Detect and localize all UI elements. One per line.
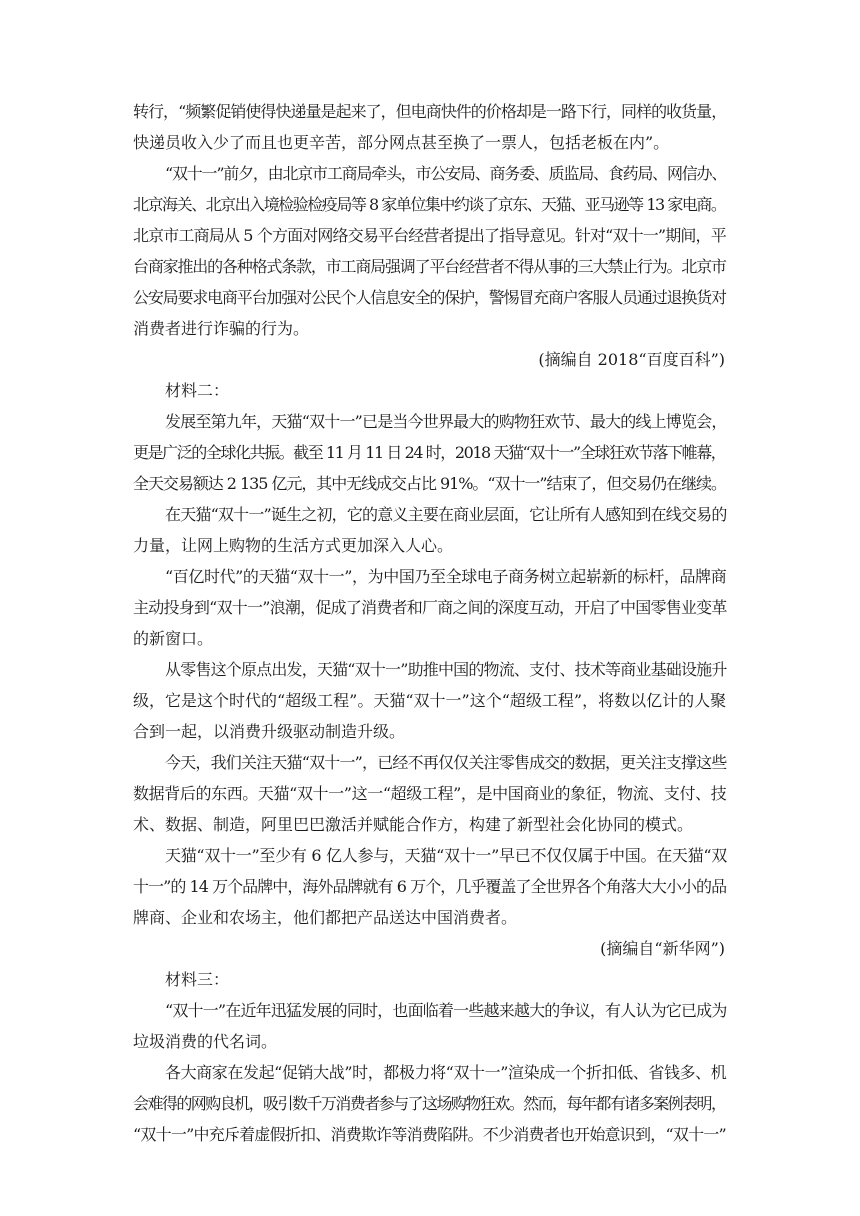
source-citation <box>133 933 727 964</box>
paragraph <box>133 747 727 840</box>
text-line: 消费者进行诈骗的行为。 <box>133 319 310 338</box>
section-heading <box>133 964 727 995</box>
source-text: (摘编自 2018“百度百科”) <box>538 350 725 369</box>
text-line: 发展至第九年，天猫“双十一”已是当今世界最大的购物狂欢节、最大的线上博览会， <box>165 412 727 431</box>
text-line: 术、数据、制造，阿里巴巴激活并赋能合作方，构建了新型社会化协同的模式。 <box>133 815 694 834</box>
text-line: 合到一起，以消费升级驱动制造升级。 <box>133 722 406 741</box>
text-line: 公安局要求电商平台加强对公民个人信息安全的保护，警惕冒充商户客服人员通过退换货对 <box>133 288 726 307</box>
text-line: “双十一”在近年迅猛发展的同时，也面临着一些越来越大的争议，有人认为它已成为 <box>165 1001 727 1020</box>
text-line: 在天猫“双十一”诞生之初，它的意义主要在商业层面，它让所有人感知到在线交易的 <box>165 505 727 524</box>
text-line: 数据背后的东西。天猫“双十一”这一“超级工程”，是中国商业的象征，物流、支付、技 <box>133 784 727 803</box>
text-line: 今天，我们关注天猫“双十一”，已经不再仅仅关注零售成交的数据，更关注支撑这些 <box>165 753 727 772</box>
text-line: 垃圾消费的代名词。 <box>133 1032 278 1051</box>
text-line: 从零售这个原点出发，天猫“双十一”助推中国的物流、支付、技术等商业基础设施升 <box>165 660 727 679</box>
paragraph <box>133 561 727 654</box>
section-heading <box>133 375 727 406</box>
text-line: 十一”的 14 万个品牌中，海外品牌就有 6 万个，几乎覆盖了全世界各个角落大大小小的品 <box>133 877 727 896</box>
paragraph <box>133 499 727 561</box>
paragraph <box>133 96 727 158</box>
text-line: “双十一”中充斥着虚假折扣、消费欺诈等消费陷阱。不少消费者也开始意识到，“双十一” <box>133 1125 726 1144</box>
text-line: 会难得的网购良机，吸引数千万消费者参与了这场购物狂欢。然而，每年都有诸多案例表明， <box>133 1094 726 1113</box>
paragraph <box>133 840 727 933</box>
source-text: (摘编自“新华网”) <box>600 939 725 958</box>
text-line: 转行，“频繁促销使得快递量是起来了，但电商快件的价格却是一路下行，同样的收货量， <box>133 102 727 121</box>
paragraph <box>133 158 727 344</box>
heading-text: 材料三： <box>165 970 230 989</box>
text-line: “百亿时代”的天猫“双十一”，为中国乃至全球电子商务树立起崭新的标杆，品牌商 <box>165 567 727 586</box>
text-line: 级，它是这个时代的“超级工程”。天猫“双十一”这个“超级工程”，将数以亿计的人聚 <box>133 691 727 710</box>
text-line: 天猫“双十一”至少有 6 亿人参与，天猫“双十一”早已不仅仅属于中国。在天猫“双 <box>165 846 727 865</box>
text-line: 主动投身到“双十一”浪潮，促成了消费者和厂商之间的深度互动，开启了中国零售业变革 <box>133 598 727 617</box>
paragraph <box>133 406 727 499</box>
text-line: 快递员收入少了而且也更辛苦，部分网点甚至换了一票人，包括老板在内”。 <box>133 133 670 152</box>
paragraph <box>133 1057 727 1150</box>
heading-text: 材料二： <box>165 381 230 400</box>
document-body <box>133 96 727 1150</box>
text-line: 全天交易额达 2 135 亿元，其中无线成交占比 91%。“双十一”结束了，但交易仍在继续。 <box>133 474 726 493</box>
paragraph <box>133 654 727 747</box>
text-line: 的新窗口。 <box>133 629 214 648</box>
text-line: 力量，让网上购物的生活方式更加深入人心。 <box>133 536 454 555</box>
text-line: 牌商、企业和农场主，他们都把产品送达中国消费者。 <box>133 908 518 927</box>
text-line: 更是广泛的全球化共振。截至 11 月 11 日 24 时，2018 天猫“双十一”全球狂欢节落下帷幕， <box>133 443 726 462</box>
text-line: 北京海关、北京出入境检验检疫局等 8 家单位集中约谈了京东、天猫、亚马逊等 13 家电商。 <box>133 195 726 214</box>
text-line: “双十一”前夕，由北京市工商局牵头，市公安局、商务委、质监局、食药局、网信办、 <box>165 164 727 183</box>
paragraph <box>133 995 727 1057</box>
text-line: 台商家推出的各种格式条款，市工商局强调了平台经营者不得从事的三大禁止行为。北京市 <box>133 257 726 276</box>
text-line: 各大商家在发起“促销大战”时，都极力将“双十一”渲染成一个折扣低、省钱多、机 <box>165 1063 727 1082</box>
source-citation <box>133 344 727 375</box>
text-line: 北京市工商局从 5 个方面对网络交易平台经营者提出了指导意见。针对“双十一”期间，平 <box>133 226 726 245</box>
